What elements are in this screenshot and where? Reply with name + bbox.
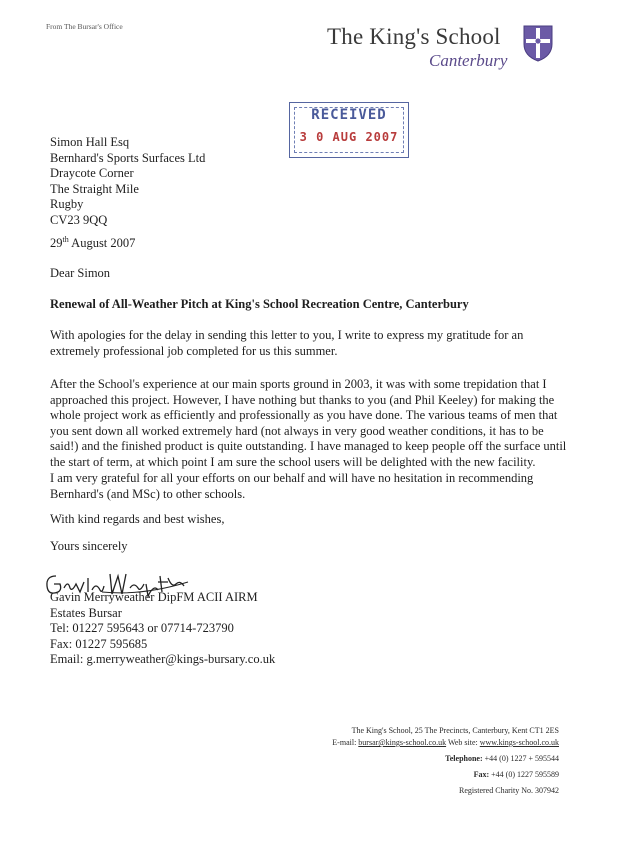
signatory-block: [50, 590, 275, 668]
footer-tel-label: Telephone:: [445, 754, 483, 763]
stamp-title: RECEIVED: [311, 107, 387, 123]
signatory-title: Estates Bursar: [50, 605, 122, 620]
signatory-fax: Fax: 01227 595685: [50, 636, 148, 651]
footer-tel-value: +44 (0) 1227 + 595544: [482, 754, 559, 763]
from-office-line: From The Bursar's Office: [46, 22, 123, 31]
footer-address: The King's School, 25 The Precincts, Canterbury, Kent CT1 2ES: [351, 726, 559, 735]
school-town: Canterbury: [429, 51, 508, 70]
footer-charity: Registered Charity No. 307942: [459, 786, 559, 795]
sign-off: Yours sincerely: [50, 539, 128, 553]
footer-telephone: [445, 754, 559, 764]
date-day: 29: [50, 236, 63, 251]
address-line: Bernhard's Sports Surfaces Ltd: [50, 150, 206, 165]
paragraph: After the School's experience at our main sports ground in 2003, it was with some trepidation that I approached this project. However, I have nothing but thanks to you (and Phil Keeley) for making the whole project work as efficiently and professionally as you have done. The various teams of men that you sent down all worked extremely hard (not always in very good weather conditions, it has to be said!) and the finished product is quite outstanding. I have managed to keep people off the surface until the start of term, at which point I am sure the school users will be delighted with the new facility.: [50, 377, 567, 469]
footer-web-link[interactable]: www.kings-school.co.uk: [479, 738, 559, 747]
letter-date: [50, 232, 135, 252]
closing: With kind regards and best wishes,: [50, 512, 225, 526]
recipient-address: [50, 135, 205, 229]
date-suffix: th: [62, 235, 69, 244]
signatory-email: Email: g.merryweather@kings-bursary.co.uk: [50, 652, 276, 667]
stamp-date: 3 0 AUG 2007: [299, 130, 399, 144]
footer-web-label: Web site:: [446, 738, 480, 747]
footer-fax: [474, 770, 559, 780]
school-name: The King's School: [327, 24, 501, 49]
address-line: CV23 9QQ: [50, 212, 108, 227]
footer-fax-label: Fax:: [473, 770, 490, 779]
signatory-tel: Tel: 01227 595643 or 07714-723790: [50, 621, 234, 636]
salutation: Dear Simon: [50, 266, 111, 280]
paragraph: I am very grateful for all your efforts on our behalf and will have no hesitation in recommending Bernhard's (and MSc) to other schools.: [50, 471, 534, 501]
address-line: The Straight Mile: [50, 181, 139, 196]
footer-contact: [332, 738, 559, 748]
address-line: Draycote Corner: [50, 166, 134, 181]
date-rest: August 2007: [68, 236, 136, 251]
footer-fax-value: +44 (0) 1227 595589: [489, 770, 559, 779]
received-stamp: [289, 102, 409, 158]
subject-line: Renewal of All-Weather Pitch at King's School Recreation Centre, Canterbury: [50, 297, 469, 311]
address-line: Rugby: [50, 197, 84, 212]
footer-email-label: E-mail:: [332, 738, 359, 747]
school-crest-icon: [522, 24, 554, 62]
signatory-name: Gavin Merryweather DipFM ACII AIRM: [50, 590, 258, 604]
footer-email-link[interactable]: bursar@kings-school.co.uk: [358, 738, 447, 747]
paragraph: With apologies for the delay in sending this letter to you, I write to express my gratitude for an extremely professional job completed for us this summer.: [50, 328, 524, 358]
address-line: Simon Hall Esq: [50, 135, 130, 149]
